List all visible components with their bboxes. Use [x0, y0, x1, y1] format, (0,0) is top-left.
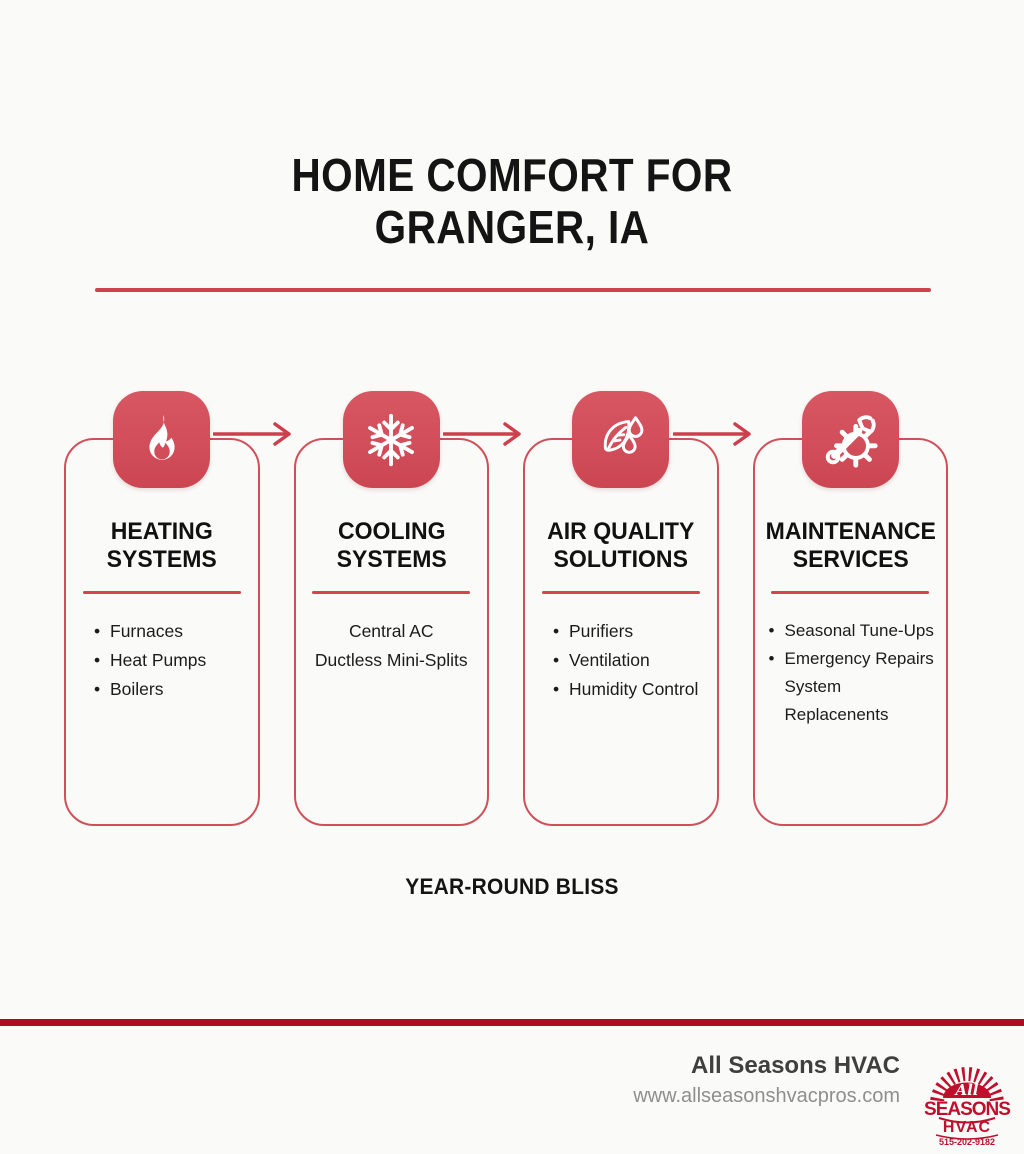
list-item: • Purifiers — [553, 617, 711, 646]
card-title — [758, 518, 942, 575]
card-title-line1: COOLING — [337, 518, 446, 545]
list-item: • Emergency Repairs — [769, 645, 945, 673]
card-title-line2: SYSTEMS — [106, 546, 217, 574]
card-divider — [771, 591, 929, 594]
card-title — [70, 518, 254, 575]
list-item: System Replacenents — [784, 677, 889, 725]
list-item: • Humidity Control — [553, 675, 711, 704]
leaf-drops-icon — [572, 391, 669, 488]
logo-name-text: SEASONS — [924, 1099, 1010, 1120]
list-item: • Heat Pumps — [94, 646, 252, 675]
card-maintenance-services — [753, 438, 949, 826]
logo-brand-text: HVAC — [942, 1119, 992, 1136]
list-item: Ductless Mini-Splits — [314, 649, 468, 670]
page-title-line2: GRANGER, IA — [374, 200, 650, 253]
card-title — [299, 518, 483, 575]
list-item: • Furnaces — [94, 617, 252, 646]
snowflake-icon — [343, 391, 440, 488]
tagline: YEAR-ROUND BLISS — [405, 874, 619, 899]
footer-divider-bar — [0, 1019, 1024, 1026]
logo-phone-text: 515-202-9182 — [938, 1137, 996, 1146]
list-item: • Ventilation — [553, 646, 711, 675]
flame-icon — [113, 391, 210, 488]
card-list — [296, 617, 488, 675]
logo-script-text: All — [955, 1081, 979, 1099]
card-title-line2: SOLUTIONS — [553, 546, 688, 574]
card-heating-systems — [64, 438, 260, 826]
list-item: • Seasonal Tune-Ups — [769, 617, 945, 645]
card-title-line1: AIR QUALITY — [547, 518, 695, 545]
list-item: Central AC — [348, 620, 434, 641]
card-cooling-systems — [294, 438, 490, 826]
page-title — [61, 150, 962, 254]
card-list — [66, 617, 258, 704]
company-logo — [914, 1054, 1020, 1146]
page-title-line1: HOME COMFORT FOR — [291, 149, 733, 201]
card-divider — [312, 591, 470, 594]
company-name: All Seasons HVAC — [691, 1052, 900, 1079]
card-divider — [83, 591, 241, 594]
card-list — [755, 617, 947, 730]
card-title-line2: SYSTEMS — [336, 546, 447, 574]
card-divider — [542, 591, 700, 594]
footer-text — [633, 1052, 900, 1109]
card-list — [525, 617, 717, 704]
card-title — [529, 518, 713, 575]
card-title-line1: MAINTENANCE — [765, 518, 936, 545]
list-item: • Boilers — [94, 675, 252, 704]
card-title-line1: HEATING — [110, 518, 213, 545]
cards-row — [64, 438, 948, 826]
website-url: www.allseasonshvacpros.com — [633, 1084, 900, 1107]
title-underline — [95, 288, 931, 292]
card-title-line2: SERVICES — [792, 546, 909, 574]
wrench-gear-icon — [802, 391, 899, 488]
card-air-quality-solutions — [523, 438, 719, 826]
